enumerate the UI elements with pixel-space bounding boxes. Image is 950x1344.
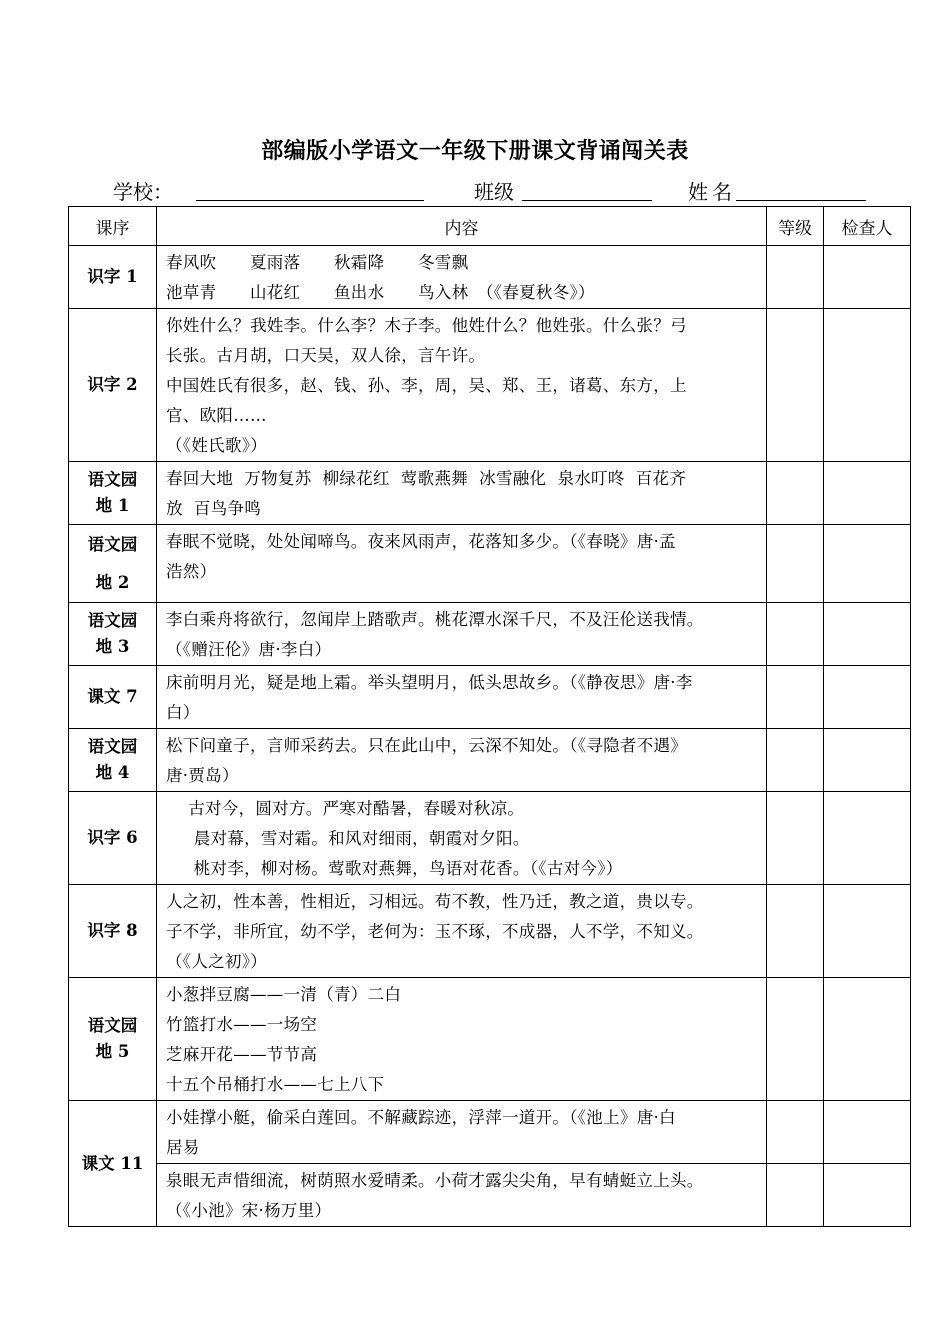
table-row bbox=[69, 729, 911, 792]
class-label: 班级 bbox=[474, 180, 514, 204]
lesson-line: 语文园 bbox=[87, 1016, 138, 1035]
class-field[interactable] bbox=[522, 200, 652, 201]
lesson-line: 语文园 bbox=[87, 611, 138, 630]
table-row bbox=[69, 462, 911, 525]
lesson-line: 地 5 bbox=[95, 1042, 130, 1061]
checker-cell[interactable] bbox=[824, 729, 911, 792]
content-line: 桃对李，柳对杨。莺歌对燕舞，鸟语对花香。（《古对今》） bbox=[166, 859, 623, 878]
grade-cell[interactable] bbox=[767, 885, 824, 978]
table-row bbox=[69, 1101, 911, 1164]
checker-cell[interactable] bbox=[824, 1164, 911, 1227]
table-row bbox=[69, 309, 911, 462]
lesson-cell bbox=[69, 603, 157, 666]
grade-cell[interactable] bbox=[767, 246, 824, 309]
checker-cell[interactable] bbox=[824, 666, 911, 729]
content-line: 古对今，圆对方。严寒对酷暑，春暖对秋凉。 bbox=[166, 799, 525, 818]
table-row bbox=[69, 792, 911, 885]
lesson-cell bbox=[69, 462, 157, 525]
content-line: 人之初，性本善，性相近，习相远。苟不教，性乃迁，教之道，贵以专。 bbox=[166, 892, 704, 911]
lesson-line: 地 3 bbox=[95, 637, 130, 656]
content-line: （《小池》宋·杨万里） bbox=[166, 1201, 332, 1220]
content-line: 小娃撑小艇，偷采白莲回。不解藏踪迹，浮萍一道开。（《池上》唐·白 bbox=[166, 1108, 676, 1127]
content-line: 浩然） bbox=[166, 562, 217, 581]
content-line: （《姓氏歌》） bbox=[166, 436, 268, 455]
table-row bbox=[69, 666, 911, 729]
content-line: 官、欧阳…… bbox=[166, 406, 267, 425]
grade-cell[interactable] bbox=[767, 462, 824, 525]
header-lesson: 课序 bbox=[69, 207, 157, 246]
content-line: 放 百鸟争鸣 bbox=[166, 499, 262, 518]
content-line: 小葱拌豆腐——一清（青）二白 bbox=[166, 985, 402, 1004]
lesson-line: 地 1 bbox=[95, 496, 130, 515]
content-cell bbox=[157, 1164, 767, 1227]
content-cell bbox=[157, 978, 767, 1101]
name-label: 姓名 bbox=[688, 180, 736, 204]
lesson-cell bbox=[69, 525, 157, 603]
table-row bbox=[69, 1164, 911, 1227]
table-row bbox=[69, 525, 911, 603]
table-row bbox=[69, 978, 911, 1101]
checker-cell[interactable] bbox=[824, 1101, 911, 1164]
content-line: 白） bbox=[166, 703, 200, 722]
lesson-cell: 识字 2 bbox=[69, 309, 157, 462]
content-cell bbox=[157, 309, 767, 462]
school-field[interactable] bbox=[196, 200, 424, 201]
checker-cell[interactable] bbox=[824, 978, 911, 1101]
content-line: 竹篮打水——一场空 bbox=[166, 1015, 318, 1034]
checker-cell[interactable] bbox=[824, 462, 911, 525]
content-cell bbox=[157, 885, 767, 978]
content-line: 晨对幕，雪对霜。和风对细雨，朝霞对夕阳。 bbox=[166, 829, 530, 848]
grade-cell[interactable] bbox=[767, 1164, 824, 1227]
checker-cell[interactable] bbox=[824, 309, 911, 462]
lesson-line: 地 4 bbox=[95, 763, 130, 782]
page-title: 部编版小学语文一年级下册课文背诵闯关表 bbox=[261, 138, 689, 164]
lesson-cell: 识字 8 bbox=[69, 885, 157, 978]
content-line: 春回大地 万物复苏 柳绿花红 莺歌燕舞 冰雪融化 泉水叮咚 百花齐 bbox=[166, 469, 687, 488]
table-row bbox=[69, 246, 911, 309]
content-cell bbox=[157, 792, 767, 885]
content-line: 床前明月光，疑是地上霜。举头望明月，低头思故乡。（《静夜思》唐·李 bbox=[166, 673, 693, 692]
checker-cell[interactable] bbox=[824, 603, 911, 666]
lesson-cell: 识字 1 bbox=[69, 246, 157, 309]
lesson-line: 语文园 bbox=[87, 737, 138, 756]
content-line: 十五个吊桶打水——七上八下 bbox=[166, 1075, 385, 1094]
content-cell bbox=[157, 246, 767, 309]
content-line: 李白乘舟将欲行，忽闻岸上踏歌声。桃花潭水深千尺，不及汪伦送我情。 bbox=[166, 610, 704, 629]
content-line: 池草青 山花红 鱼出水 鸟入林 （《春夏秋冬》） bbox=[166, 283, 595, 302]
content-line: 长张。古月胡，口天吴，双人徐，言午许。 bbox=[166, 346, 486, 365]
name-field[interactable] bbox=[736, 200, 866, 201]
header-checker: 检查人 bbox=[824, 207, 911, 246]
content-cell bbox=[157, 1101, 767, 1164]
lesson-cell: 识字 6 bbox=[69, 792, 157, 885]
header-grade: 等级 bbox=[767, 207, 824, 246]
content-cell bbox=[157, 462, 767, 525]
lesson-line: 语文园 bbox=[87, 534, 138, 554]
table-header-row bbox=[69, 207, 911, 246]
lesson-cell: 课文 7 bbox=[69, 666, 157, 729]
content-line: 春眠不觉晓，处处闻啼鸟。夜来风雨声，花落知多少。（《春晓》唐·孟 bbox=[166, 532, 676, 551]
lesson-cell bbox=[69, 978, 157, 1101]
content-cell bbox=[157, 603, 767, 666]
content-line: 松下问童子，言师采药去。只在此山中，云深不知处。（《寻隐者不遇》 bbox=[166, 736, 688, 755]
content-line: 唐·贾岛） bbox=[166, 766, 239, 785]
header-content: 内容 bbox=[157, 207, 767, 246]
content-cell bbox=[157, 729, 767, 792]
content-line: 子不学，非所宜，幼不学，老何为：玉不琢，不成器，人不学，不知义。 bbox=[166, 922, 704, 941]
content-line: 你姓什么？我姓李。什么李？木子李。他姓什么？他姓张。什么张？弓 bbox=[166, 316, 687, 335]
content-line: 春风吹 夏雨落 秋霜降 冬雪飘 bbox=[166, 253, 469, 272]
content-line: 泉眼无声惜细流，树荫照水爱晴柔。小荷才露尖尖角，早有蜻蜓立上头。 bbox=[166, 1171, 704, 1190]
table-row bbox=[69, 603, 911, 666]
table-row bbox=[69, 885, 911, 978]
grade-cell[interactable] bbox=[767, 603, 824, 666]
grade-cell[interactable] bbox=[767, 729, 824, 792]
grade-cell[interactable] bbox=[767, 792, 824, 885]
grade-cell[interactable] bbox=[767, 1101, 824, 1164]
lesson-cell: 课文 11 bbox=[69, 1101, 157, 1227]
school-label: 学校： bbox=[113, 180, 173, 204]
grade-cell[interactable] bbox=[767, 525, 824, 603]
content-cell bbox=[157, 525, 767, 603]
grade-cell[interactable] bbox=[767, 978, 824, 1101]
grade-cell[interactable] bbox=[767, 666, 824, 729]
content-cell bbox=[157, 666, 767, 729]
content-line: 居易 bbox=[166, 1138, 200, 1157]
checker-cell[interactable] bbox=[824, 885, 911, 978]
lesson-line: 语文园 bbox=[87, 470, 138, 489]
checker-cell[interactable] bbox=[824, 246, 911, 309]
content-line: （《赠汪伦》唐·李白） bbox=[166, 640, 332, 659]
content-line: 中国姓氏有很多，赵、钱、孙、李，周，吴、郑、王，诸葛、东方，上 bbox=[166, 376, 687, 395]
grade-cell[interactable] bbox=[767, 309, 824, 462]
checker-cell[interactable] bbox=[824, 792, 911, 885]
content-line: （《人之初》） bbox=[166, 952, 268, 971]
lesson-line: 地 2 bbox=[95, 572, 130, 592]
info-row bbox=[0, 176, 950, 204]
lesson-cell bbox=[69, 729, 157, 792]
recitation-table bbox=[68, 206, 911, 1227]
checker-cell[interactable] bbox=[824, 525, 911, 603]
content-line: 芝麻开花——节节高 bbox=[166, 1045, 318, 1064]
